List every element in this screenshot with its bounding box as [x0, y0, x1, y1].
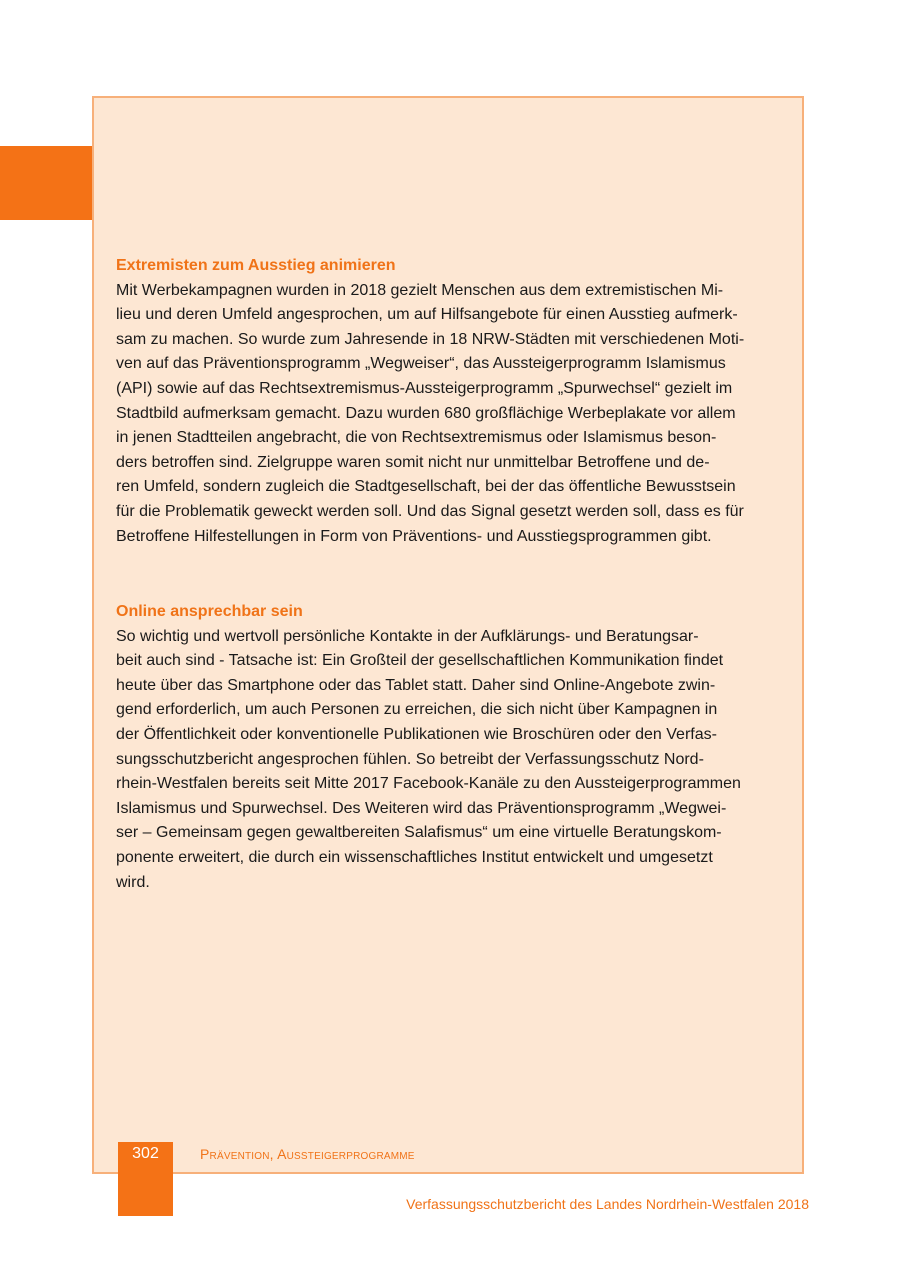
body-line: Stadtbild aufmerksam gemacht. Dazu wurden 680 großflächige Werbeplakate vor allem: [116, 404, 736, 422]
body-line: ren Umfeld, sondern zugleich die Stadtgesellschaft, bei der das öffentliche Bewusstsein: [116, 478, 736, 496]
body-line: Islamismus und Spurwechsel. Des Weiteren wird das Präventionsprogramm „Wegwei-: [116, 799, 727, 817]
body-line: in jenen Stadtteilen angebracht, die von Rechtsextremismus oder Islamismus beson-: [116, 429, 717, 447]
chapter-title: Prävention, Aussteigerprogramme: [200, 1146, 415, 1162]
body-line: gend erforderlich, um auch Personen zu erreichen, die sich nicht über Kampagnen in: [116, 701, 718, 719]
body-line: sungsschutzbericht angesprochen fühlen. So betreibt der Verfassungsschutz Nord-: [116, 750, 704, 768]
section-extremisten-ausstieg: [116, 254, 788, 549]
section-heading: Extremisten zum Ausstieg animieren: [116, 257, 396, 274]
body-line: ser – Gemeinsam gegen gewaltbereiten Salafismus“ um eine virtuelle Beratungskom-: [116, 824, 722, 842]
section-body: [116, 625, 788, 896]
body-line: wird.: [116, 873, 150, 891]
section-online-ansprechbar: [116, 600, 788, 895]
body-line: Betroffene Hilfestellungen in Form von Präventions- und Ausstiegsprogrammen gibt.: [116, 527, 712, 545]
body-line: ven auf das Präventionsprogramm „Wegweiser“, das Aussteigerprogramm Islamismus: [116, 355, 726, 373]
body-line: Mit Werbekampagnen wurden in 2018 gezielt Menschen aus dem extremistischen Mi-: [116, 281, 724, 299]
chapter-marker-tab: [0, 146, 92, 220]
body-line: So wichtig und wertvoll persönliche Kontakte in der Aufklärungs- und Beratungsar-: [116, 627, 699, 645]
body-line: sam zu machen. So wurde zum Jahresende in 18 NRW-Städten mit verschiedenen Moti-: [116, 330, 745, 348]
body-line: beit auch sind - Tatsache ist: Ein Großteil der gesellschaftlichen Kommunikation findet: [116, 652, 724, 670]
body-line: ponente erweitert, die durch ein wissenschaftliches Institut entwickelt und umgesetzt: [116, 848, 713, 866]
body-line: heute über das Smartphone oder das Tablet statt. Daher sind Online-Angebote zwin-: [116, 676, 716, 694]
page-number: 302: [132, 1145, 159, 1162]
section-heading: Online ansprechbar sein: [116, 603, 303, 620]
report-title: Verfassungsschutzbericht des Landes Nordrhein-Westfalen 2018: [406, 1196, 809, 1212]
section-body: [116, 279, 788, 550]
body-line: der Öffentlichkeit oder konventionelle Publikationen wie Broschüren oder den Verfas-: [116, 725, 717, 743]
body-line: ders betroffen sind. Zielgruppe waren somit nicht nur unmittelbar Betroffene und de-: [116, 453, 710, 471]
body-line: für die Problematik geweckt werden soll. Und das Signal gesetzt werden soll, dass es für: [116, 502, 744, 520]
body-line: lieu und deren Umfeld angesprochen, um auf Hilfsangebote für einen Ausstieg aufmerk-: [116, 306, 738, 324]
body-line: rhein-Westfalen bereits seit Mitte 2017 Facebook-Kanäle zu den Aussteigerprogrammen: [116, 775, 741, 793]
body-line: (API) sowie auf das Rechtsextremismus-Aussteigerprogramm „Spurwechsel“ gezielt im: [116, 379, 733, 397]
